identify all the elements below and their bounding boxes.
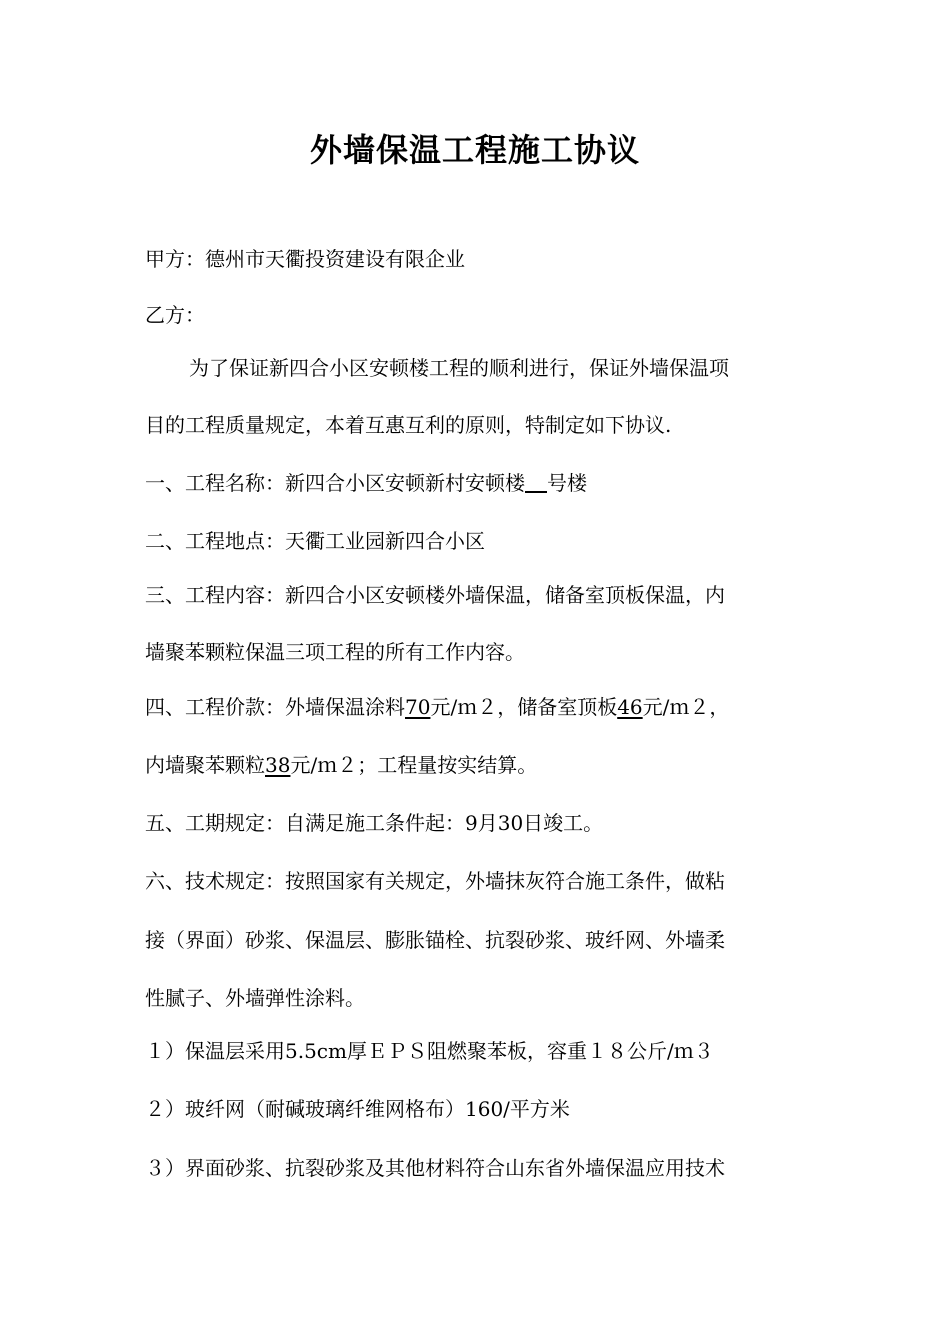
item-project-name-prefix: 一、工程名称：新四合小区安顿新村安顿楼 — [145, 471, 525, 495]
spec-mortar: ３）界面砂浆、抗裂砂浆及其他材料符合山东省外墙保温应用技术 — [145, 1156, 725, 1180]
intro-line-2: 目的工程质量规定，本着互惠互利的原则，特制定如下协议. — [145, 413, 672, 437]
item-project-name-suffix: 号楼 — [547, 471, 587, 495]
price-text-c: 元/ｍ２， — [642, 695, 730, 719]
price-text-e: 元/ｍ２；工程量按实结算。 — [290, 753, 538, 777]
price-wall-value: 70 — [405, 695, 431, 719]
price-text-a: 四、工程价款：外墙保温涂料 — [145, 695, 405, 719]
party-a-line: 甲方：德州市天衢投资建设有限企业 — [145, 247, 465, 271]
spec-fiberglass-mesh: ２）玻纤网（耐碱玻璃纤维网格布）160/平方米 — [145, 1097, 570, 1121]
item-tech-line-3: 性腻子、外墙弹性涂料。 — [145, 986, 365, 1010]
item-schedule: 五、工期规定：自满足施工条件起：9月30日竣工。 — [145, 811, 604, 835]
price-text-b: 元/ｍ２，储备室顶板 — [430, 695, 618, 719]
price-text-d: 内墙聚苯颗粒 — [145, 753, 265, 777]
item-project-name — [145, 468, 587, 498]
price-inner-value: 38 — [265, 753, 291, 777]
party-b-line: 乙方： — [145, 303, 205, 327]
item-tech-line-2: 接（界面）砂浆、保温层、膨胀锚栓、抗裂砂浆、玻纤网、外墙柔 — [145, 928, 725, 952]
item-tech-line-1: 六、技术规定：按照国家有关规定，外墙抹灰符合施工条件，做粘 — [145, 869, 725, 893]
spec-insulation-layer: １）保温层采用5.5cm厚ＥＰＳ阻燃聚苯板，容重１８公斤/ｍ３ — [145, 1039, 714, 1063]
price-roof-value: 46 — [617, 695, 643, 719]
item-price-line-2 — [145, 750, 537, 780]
item-content-line-1: 三、工程内容：新四合小区安顿楼外墙保温，储备室顶板保温，内 — [145, 583, 725, 607]
intro-line-1: 为了保证新四合小区安顿楼工程的顺利进行，保证外墙保温项 — [189, 356, 729, 380]
building-number-blank — [525, 471, 547, 493]
item-price-line-1 — [145, 692, 729, 722]
item-content-line-2: 墙聚苯颗粒保温三项工程的所有工作内容。 — [145, 640, 525, 664]
item-project-location: 二、工程地点：天衢工业园新四合小区 — [145, 529, 485, 553]
document-title: 外墙保温工程施工协议 — [309, 131, 640, 169]
